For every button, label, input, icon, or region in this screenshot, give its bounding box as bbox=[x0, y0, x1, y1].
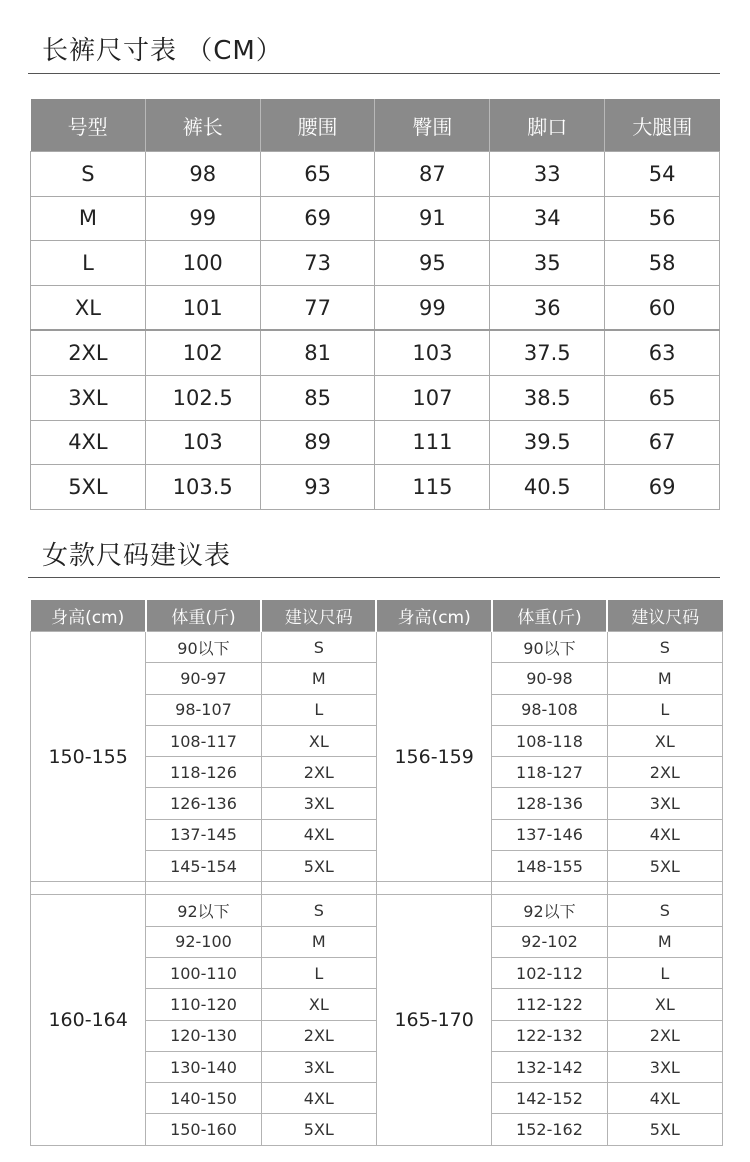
weight-cell: 152-162 bbox=[492, 1114, 607, 1145]
suggested-size-cell: 2XL bbox=[607, 1020, 722, 1051]
table-cell: 69 bbox=[260, 196, 375, 241]
weight-cell: 92-102 bbox=[492, 926, 607, 957]
gap-cell bbox=[146, 882, 261, 895]
gap-cell bbox=[376, 882, 491, 895]
table-cell: 58 bbox=[605, 241, 720, 286]
weight-cell: 128-136 bbox=[492, 788, 607, 819]
suggested-size-cell: M bbox=[261, 663, 376, 694]
suggested-size-cell: XL bbox=[607, 725, 722, 756]
table-cell: 40.5 bbox=[490, 465, 605, 510]
gap-cell bbox=[261, 882, 376, 895]
table-cell: 103.5 bbox=[145, 465, 260, 510]
table-cell: S bbox=[31, 152, 146, 197]
table-cell: 102 bbox=[145, 330, 260, 375]
weight-cell: 140-150 bbox=[146, 1083, 261, 1114]
table-cell: 37.5 bbox=[490, 330, 605, 375]
suggested-size-cell: 4XL bbox=[261, 1083, 376, 1114]
table-cell: M bbox=[31, 196, 146, 241]
suggested-size-cell: 5XL bbox=[261, 1114, 376, 1145]
header-weight: 体重(斤) bbox=[146, 600, 261, 632]
table-cell: 73 bbox=[260, 241, 375, 286]
weight-cell: 90以下 bbox=[492, 632, 607, 663]
table-cell: 99 bbox=[145, 196, 260, 241]
suggested-size-cell: 4XL bbox=[261, 819, 376, 850]
table-cell: 33 bbox=[490, 152, 605, 197]
pants-size-table bbox=[30, 99, 720, 510]
suggested-size-cell: 4XL bbox=[607, 819, 722, 850]
header-length: 裤长 bbox=[145, 99, 260, 152]
height-range-cell: 156-159 bbox=[376, 632, 491, 882]
suggested-size-cell: 2XL bbox=[261, 757, 376, 788]
weight-cell: 90-97 bbox=[146, 663, 261, 694]
weight-cell: 142-152 bbox=[492, 1083, 607, 1114]
table-row bbox=[31, 895, 723, 926]
height-range-cell: 150-155 bbox=[31, 632, 146, 882]
weight-cell: 118-127 bbox=[492, 757, 607, 788]
suggested-size-cell: L bbox=[607, 957, 722, 988]
weight-cell: 122-132 bbox=[492, 1020, 607, 1051]
table-row bbox=[31, 241, 720, 286]
header-height: 身高(cm) bbox=[376, 600, 491, 632]
table-cell: 3XL bbox=[31, 375, 146, 420]
table-cell: 67 bbox=[605, 420, 720, 465]
weight-cell: 137-146 bbox=[492, 819, 607, 850]
table-cell: 77 bbox=[260, 285, 375, 330]
weight-cell: 118-126 bbox=[146, 757, 261, 788]
weight-cell: 126-136 bbox=[146, 788, 261, 819]
table-cell: 63 bbox=[605, 330, 720, 375]
table-cell: 102.5 bbox=[145, 375, 260, 420]
table-cell: 98 bbox=[145, 152, 260, 197]
table-cell: 111 bbox=[375, 420, 490, 465]
header-suggested-size: 建议尺码 bbox=[607, 600, 722, 632]
header-suggested-size: 建议尺码 bbox=[261, 600, 376, 632]
table-cell: 56 bbox=[605, 196, 720, 241]
gap-cell bbox=[492, 882, 607, 895]
header-size: 号型 bbox=[31, 99, 146, 152]
table-cell: 39.5 bbox=[490, 420, 605, 465]
suggested-size-cell: 5XL bbox=[607, 1114, 722, 1145]
table-cell: 85 bbox=[260, 375, 375, 420]
table-cell: 36 bbox=[490, 285, 605, 330]
table-cell: 60 bbox=[605, 285, 720, 330]
weight-cell: 110-120 bbox=[146, 989, 261, 1020]
weight-cell: 98-107 bbox=[146, 694, 261, 725]
suggested-size-cell: 2XL bbox=[607, 757, 722, 788]
table-cell: 69 bbox=[605, 465, 720, 510]
table-row bbox=[31, 632, 723, 663]
weight-cell: 90以下 bbox=[146, 632, 261, 663]
weight-cell: 108-118 bbox=[492, 725, 607, 756]
women-size-guide-table bbox=[30, 600, 723, 1146]
gap-cell bbox=[31, 882, 146, 895]
suggested-size-cell: 3XL bbox=[607, 788, 722, 819]
table-gap-row bbox=[31, 882, 723, 895]
weight-cell: 108-117 bbox=[146, 725, 261, 756]
table-cell: 34 bbox=[490, 196, 605, 241]
table-header-row bbox=[31, 600, 723, 632]
suggested-size-cell: M bbox=[607, 926, 722, 957]
table-row bbox=[31, 330, 720, 375]
suggested-size-cell: S bbox=[261, 632, 376, 663]
table-cell: 87 bbox=[375, 152, 490, 197]
suggested-size-cell: 4XL bbox=[607, 1083, 722, 1114]
women-size-guide-title: 女款尺码建议表 bbox=[42, 541, 232, 571]
header-height: 身高(cm) bbox=[31, 600, 146, 632]
table-cell: 103 bbox=[145, 420, 260, 465]
table-row bbox=[31, 420, 720, 465]
suggested-size-cell: 5XL bbox=[607, 851, 722, 882]
header-weight: 体重(斤) bbox=[492, 600, 607, 632]
table-cell: 115 bbox=[375, 465, 490, 510]
weight-cell: 102-112 bbox=[492, 957, 607, 988]
title-divider bbox=[28, 73, 720, 74]
weight-cell: 92-100 bbox=[146, 926, 261, 957]
table-cell: 91 bbox=[375, 196, 490, 241]
suggested-size-cell: L bbox=[261, 957, 376, 988]
table-row bbox=[31, 465, 720, 510]
weight-cell: 90-98 bbox=[492, 663, 607, 694]
table-cell: 101 bbox=[145, 285, 260, 330]
suggested-size-cell: 5XL bbox=[261, 851, 376, 882]
table-row bbox=[31, 152, 720, 197]
weight-cell: 132-142 bbox=[492, 1051, 607, 1082]
suggested-size-cell: S bbox=[261, 895, 376, 926]
suggested-size-cell: S bbox=[607, 895, 722, 926]
table-cell: 65 bbox=[605, 375, 720, 420]
header-hem: 脚口 bbox=[490, 99, 605, 152]
weight-cell: 112-122 bbox=[492, 989, 607, 1020]
weight-cell: 92以下 bbox=[492, 895, 607, 926]
table-cell: 65 bbox=[260, 152, 375, 197]
suggested-size-cell: 3XL bbox=[261, 788, 376, 819]
height-range-cell: 165-170 bbox=[376, 895, 491, 1145]
suggested-size-cell: 2XL bbox=[261, 1020, 376, 1051]
table-cell: 99 bbox=[375, 285, 490, 330]
table-row bbox=[31, 196, 720, 241]
table-cell: 93 bbox=[260, 465, 375, 510]
suggested-size-cell: XL bbox=[261, 725, 376, 756]
table-cell: L bbox=[31, 241, 146, 286]
weight-cell: 120-130 bbox=[146, 1020, 261, 1051]
weight-cell: 92以下 bbox=[146, 895, 261, 926]
weight-cell: 145-154 bbox=[146, 851, 261, 882]
suggested-size-cell: S bbox=[607, 632, 722, 663]
header-waist: 腰围 bbox=[260, 99, 375, 152]
weight-cell: 137-145 bbox=[146, 819, 261, 850]
pants-size-title: 长裤尺寸表 （CM） bbox=[42, 36, 283, 66]
weight-cell: 148-155 bbox=[492, 851, 607, 882]
table-cell: 95 bbox=[375, 241, 490, 286]
suggested-size-cell: 3XL bbox=[607, 1051, 722, 1082]
suggested-size-cell: L bbox=[607, 694, 722, 725]
table-cell: 107 bbox=[375, 375, 490, 420]
table-cell: 100 bbox=[145, 241, 260, 286]
weight-cell: 100-110 bbox=[146, 957, 261, 988]
title-divider bbox=[28, 577, 720, 578]
suggested-size-cell: XL bbox=[607, 989, 722, 1020]
table-row bbox=[31, 285, 720, 330]
gap-cell bbox=[607, 882, 722, 895]
table-row bbox=[31, 375, 720, 420]
table-cell: 81 bbox=[260, 330, 375, 375]
table-cell: 5XL bbox=[31, 465, 146, 510]
table-cell: 54 bbox=[605, 152, 720, 197]
suggested-size-cell: XL bbox=[261, 989, 376, 1020]
table-cell: 103 bbox=[375, 330, 490, 375]
table-header-row bbox=[31, 99, 720, 152]
table-cell: 89 bbox=[260, 420, 375, 465]
table-cell: 4XL bbox=[31, 420, 146, 465]
weight-cell: 150-160 bbox=[146, 1114, 261, 1145]
height-range-cell: 160-164 bbox=[31, 895, 146, 1145]
table-cell: 35 bbox=[490, 241, 605, 286]
table-cell: XL bbox=[31, 285, 146, 330]
suggested-size-cell: L bbox=[261, 694, 376, 725]
suggested-size-cell: M bbox=[261, 926, 376, 957]
table-cell: 2XL bbox=[31, 330, 146, 375]
header-thigh: 大腿围 bbox=[605, 99, 720, 152]
table-cell: 38.5 bbox=[490, 375, 605, 420]
weight-cell: 130-140 bbox=[146, 1051, 261, 1082]
header-hip: 臀围 bbox=[375, 99, 490, 152]
weight-cell: 98-108 bbox=[492, 694, 607, 725]
suggested-size-cell: 3XL bbox=[261, 1051, 376, 1082]
suggested-size-cell: M bbox=[607, 663, 722, 694]
